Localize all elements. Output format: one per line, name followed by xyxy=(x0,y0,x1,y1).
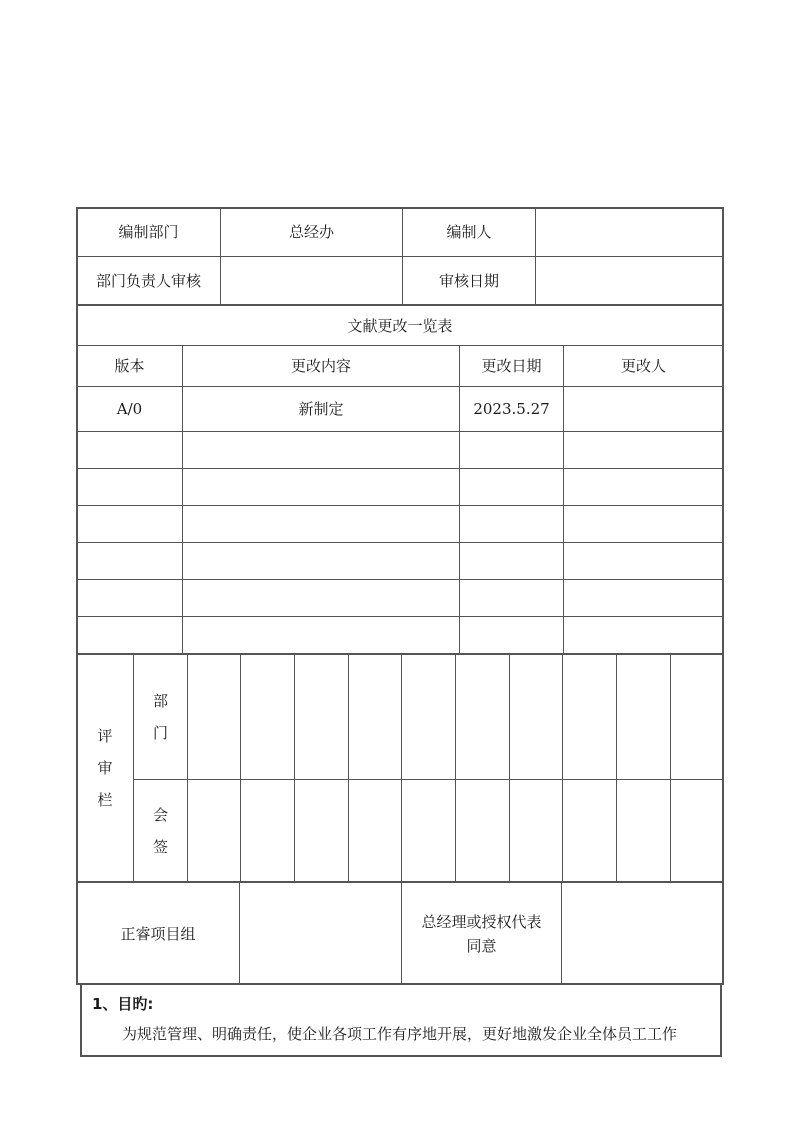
table-cell-version[interactable] xyxy=(77,506,182,542)
gm-approval-label xyxy=(402,883,561,984)
table-cell-content[interactable] xyxy=(183,506,459,542)
change-table-title: 文献更改一览表 xyxy=(347,316,453,335)
table-cell-version[interactable] xyxy=(77,580,182,616)
review-label-char: 评 xyxy=(97,727,113,745)
table-cell-version[interactable] xyxy=(77,543,182,579)
review-date-value[interactable] xyxy=(536,257,723,304)
review-value[interactable] xyxy=(221,257,402,304)
divider xyxy=(616,655,617,881)
table-cell-version[interactable] xyxy=(77,469,182,505)
col-header-content: 更改内容 xyxy=(290,357,351,375)
project-group-label: 正睿项目组 xyxy=(120,924,196,943)
col-header-version: 版本 xyxy=(114,357,145,375)
table-cell-date[interactable] xyxy=(460,580,563,616)
table-cell-content[interactable]: 新制定 xyxy=(298,400,344,418)
author-value[interactable] xyxy=(536,208,723,256)
divider xyxy=(294,655,295,881)
table-cell-person[interactable] xyxy=(564,580,723,616)
review-label: 部门负责人审核 xyxy=(95,271,201,290)
gm-approval-label-line1: 总经理或授权代表 xyxy=(421,912,542,931)
dept-label-char: 门 xyxy=(152,724,168,742)
table-cell-date[interactable] xyxy=(460,506,563,542)
purpose-section xyxy=(80,985,722,1057)
table-cell-person[interactable] xyxy=(564,506,723,542)
table-cell-person[interactable] xyxy=(564,543,723,579)
review-dept-label xyxy=(134,655,187,779)
table-cell-person[interactable] xyxy=(564,469,723,505)
table-cell-person[interactable] xyxy=(564,617,723,653)
col-header-date: 更改日期 xyxy=(481,357,542,375)
table-cell-date[interactable]: 2023.5.27 xyxy=(473,400,550,418)
review-sign-label xyxy=(134,780,187,881)
review-label-char: 栏 xyxy=(97,791,113,809)
sign-label-char: 会 xyxy=(152,805,168,824)
review-section-label xyxy=(77,655,133,881)
purpose-title: 1、目旳: xyxy=(92,995,154,1013)
gm-approval-label-line2: 同意 xyxy=(466,936,497,955)
table-cell-person[interactable] xyxy=(564,432,723,468)
dept-label: 编制部门 xyxy=(118,223,179,241)
purpose-body: 为规范管理、明确责任，使企业各项工作有序地开展，更好地激发企业全体员工工作 xyxy=(122,1025,678,1043)
divider xyxy=(187,655,188,881)
divider xyxy=(240,655,241,881)
table-cell-date[interactable] xyxy=(460,543,563,579)
gm-approval-value[interactable] xyxy=(562,883,723,984)
divider xyxy=(670,655,671,881)
sign-label-char: 签 xyxy=(152,837,168,856)
table-cell-content[interactable] xyxy=(183,617,459,653)
table-cell-version[interactable]: A/0 xyxy=(116,400,143,418)
table-cell-version[interactable] xyxy=(77,432,182,468)
table-cell-date[interactable] xyxy=(460,617,563,653)
divider xyxy=(133,779,723,780)
review-date-label: 审核日期 xyxy=(438,271,499,290)
table-cell-content[interactable] xyxy=(183,432,459,468)
project-group-value[interactable] xyxy=(240,883,401,984)
dept-label-char: 部 xyxy=(152,692,168,710)
table-cell-date[interactable] xyxy=(460,432,563,468)
table-cell-content[interactable] xyxy=(183,469,459,505)
author-label: 编制人 xyxy=(446,223,492,241)
table-cell-content[interactable] xyxy=(183,580,459,616)
table-cell-date[interactable] xyxy=(460,469,563,505)
divider xyxy=(348,655,349,881)
col-header-person: 更改人 xyxy=(620,357,666,375)
divider xyxy=(509,655,510,881)
divider xyxy=(562,655,563,881)
table-cell-version[interactable] xyxy=(77,617,182,653)
dept-value[interactable]: 总经办 xyxy=(288,223,334,241)
table-cell-content[interactable] xyxy=(183,543,459,579)
divider xyxy=(401,655,402,881)
review-label-char: 审 xyxy=(97,759,113,777)
divider xyxy=(455,655,456,881)
table-cell-person[interactable] xyxy=(564,387,723,431)
